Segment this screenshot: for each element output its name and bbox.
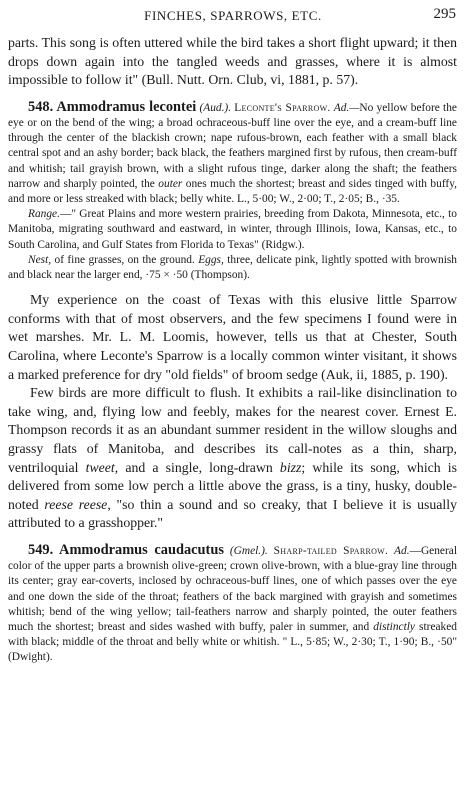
nest-label: Nest, [28, 253, 52, 266]
running-head: FINCHES, SPARROWS, ETC. [144, 8, 322, 23]
species-549-ad-label: Ad. [394, 544, 410, 557]
species-549-description [8, 543, 457, 666]
species-548-common-name: Leconte's Sparrow. [234, 101, 331, 114]
para-2-part-a: Few birds are more difficult to flush. It exhibits a rail-like disinclination to take wing, and, flying low and feebly, makes for the nearest cover. Ernest E. Thompson records it as an abundant summer resident in the willow sloughs and grassy flats of Manitoba, and describes its call-notes as a thin, sharp, ventriloquial [8, 385, 457, 475]
nest-text-1: of fine grasses, on the ground. [51, 253, 199, 266]
species-548-paragraph-2 [8, 384, 457, 533]
species-548-ad-label: Ad.— [333, 101, 360, 114]
page-header [8, 6, 458, 28]
range-label: Range. [28, 208, 60, 221]
para-2-part-c: ; while its song, which is delivered from some low perch a little above the grass, is a tiny, husky, double-noted [8, 459, 458, 512]
species-549-number: 549. [28, 541, 54, 558]
intro-paragraph: parts. This song is often uttered while the bird takes a short flight upward; it then drops down again into the tangled weeds and grasses, where it is almost impossible to follow it" (Bull. Nutt. Orn. Club, vi, 1881, p. 57). [8, 35, 457, 88]
nest-text-2: three, delicate pink, lightly spotted with brownish and black near the larger end, ·75 × ·50 (Thompson). [8, 253, 457, 282]
species-549-desc-distinctly: distinctly [373, 620, 415, 633]
page-body [8, 34, 457, 666]
eggs-label: Eggs, [198, 253, 224, 266]
para-2-part-b: , and a single, long-drawn [114, 459, 280, 475]
species-549-authority: (Gmel.). [229, 544, 268, 557]
species-548-name: Ammodramus lecontei [56, 98, 197, 115]
para-2-part-d: , "so thin a sound and so creaky, that I believe it is usually attributed to a grasshopper." [8, 496, 457, 531]
page-number: 295 [433, 6, 456, 22]
species-548-description [8, 100, 457, 207]
species-549-common-name: Sharp-tailed Sparrow. [273, 544, 389, 557]
species-549-desc-part-2: streaked with black; middle of the throat and belly white or whitish. " L., 5·85; W., 2·30; T., 1·90; B., ·50" (Dwight). [8, 620, 457, 664]
species-548-paragraph-1: My experience on the coast of Texas with this elusive little Sparrow conforms with that of most observers, and the few specimens I found were in wet marshes. Mr. L. M. Loomis, however, tells us that at Chester, South Carolina, where Leconte's Sparrow is a locally common winter visitant, it shows a marked preference for dry "old fields" of broom sedge (Auk, ii, 1885, p. 190). [8, 292, 457, 382]
para-2-tweet: tweet [85, 459, 115, 475]
species-548-range [8, 207, 457, 253]
spacer [8, 283, 457, 291]
species-548-number: 548. [28, 98, 54, 115]
species-548-nest [8, 253, 457, 283]
species-549-name: Ammodramus caudacutus [59, 541, 224, 558]
species-548-desc-part-1: No yellow before the eye or on the bend of the wing; a broad ochraceous-buff line over the eye, and a cream-buff line through the center of the blackish crown; nape rufous-brown, each feather with a small black central spot and an ashy border; back black, the feathers margined first by rufous, then cream-buff and whitish; tail grayish brown, with a slight rufous tinge, darker along the shaft; the feathers narrow and sharply pointed, the [8, 101, 457, 190]
species-548-authority: (Aud.). [199, 101, 232, 114]
species-548-desc-outer: outer [158, 177, 183, 190]
range-text: —" Great Plains and more western prairies, breeding from Dakota, Minnesota, etc., to Manitoba, migrating southward and eastward, in winter, through Illinois, Iowa, Kansas, etc., to South Carolina, and Gulf States from Florida to Texas" (Ridgw.). [8, 208, 457, 251]
species-548-desc-part-2: ones much the shortest; breast and sides tinged with buffy, and more or less streaked with black; belly white. L., 5·00; W., 2·00; T., 2·05; B., ·35. [8, 177, 458, 205]
para-2-reese: reese reese [44, 496, 108, 512]
species-549-desc-part-1: —General color of the upper parts a brownish olive-green; crown olive-brown, with a blue-gray line through its center; gray ear-coverts, inclosed by ochraceous-buff lines, one of which passes over the eye and one down the side of the throat; feathers of the back margined with grayish and sometimes whitish; bend of the wing yellow; tail-feathers narrow and sharply pointed, the outer feathers much the shortest; breast and sides washed with buffy, paler in summer, and [8, 544, 457, 633]
para-2-bizz: bizz [279, 459, 302, 475]
